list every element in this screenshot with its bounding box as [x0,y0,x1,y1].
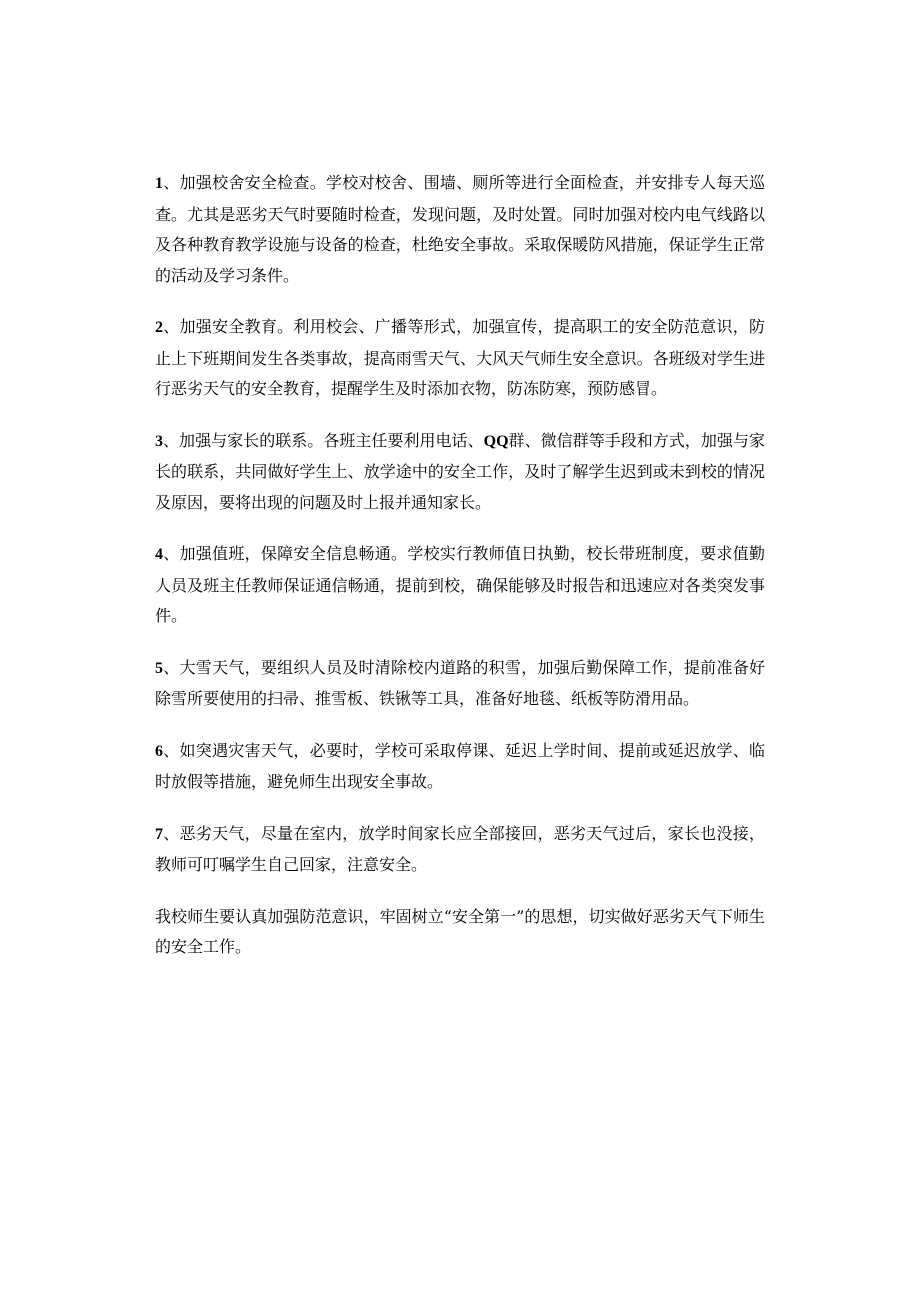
paragraph-text: 、加强安全教育。利用校会、广播等形式，加强宣传，提高职工的安全防范意识，防止上下班期间发生各类事故，提高雨雪天气、大风天气师生安全意识。各班级对学生进行恶劣天气的安全教育，提醒学生及时添加衣物，防冻防寒，预防感冒。 [155,317,765,398]
paragraph-text-continued: 群、微信群等手段和方式，加强与家长的联系，共同做好学生上、放学途中的安全工作，及时了解学生迟到或未到校的情况及原因，要将出现的问题及时上报并通知家长。 [155,430,765,512]
paragraph-text: 、加强与家长的联系。各班主任要利用电话、 [163,430,484,450]
paragraph-number: 3 [155,432,163,450]
closing-paragraph [155,902,765,963]
paragraph-number: 2 [155,319,163,336]
qq-label: QQ [483,432,509,450]
paragraph-text: 、加强校舍安全检查。学校对校舍、围墙、厕所等进行全面检查，并安排专人每天巡查。尤其是恶劣天气时要随时检查，发现问题，及时处置。同时加强对校内电气线路以及各种教育教学设施与设备的检查，杜绝安全事故。采取保暖防风措施，保证学生正常的活动及学习条件。 [155,173,765,285]
paragraph-4 [155,539,765,632]
paragraph-7 [155,819,765,881]
document-body [155,168,765,984]
paragraph-1 [155,168,765,291]
paragraph-number: 5 [155,659,163,677]
paragraph-number: 6 [155,742,163,760]
paragraph-number: 4 [155,546,163,563]
paragraph-text: 、大雪天气，要组织人员及时清除校内道路的积雪，加强后勤保障工作，提前准备好除雪所要使用的扫帚、推雪板、铁锹等工具，准备好地毯、纸板等防滑用品。 [155,657,765,708]
paragraph-number: 1 [155,175,163,192]
paragraph-text: 、恶劣天气，尽量在室内，放学时间家长应全部接回，恶劣天气过后，家长也没接，教师可叮嘱学生自己回家，注意安全。 [155,823,765,874]
paragraph-number: 7 [155,825,163,843]
paragraph-text: 、加强值班，保障安全信息畅通。学校实行教师值日执勤，校长带班制度，要求值勤人员及班主任教师保证通信畅通，提前到校，确保能够及时报告和迅速应对各类突发事件。 [155,544,765,625]
paragraph-3 [155,426,765,519]
paragraph-5 [155,653,765,715]
paragraph-text: 、如突遇灾害天气，必要时，学校可采取停课、延迟上学时间、提前或延迟放学、临时放假等措施，避免师生出现安全事故。 [155,740,765,791]
paragraph-6 [155,736,765,798]
closing-text: 我校师生要认真加强防范意识，牢固树立“安全第一”的思想，切实做好恶劣天气下师生的安全工作。 [155,906,765,956]
paragraph-2 [155,312,765,405]
